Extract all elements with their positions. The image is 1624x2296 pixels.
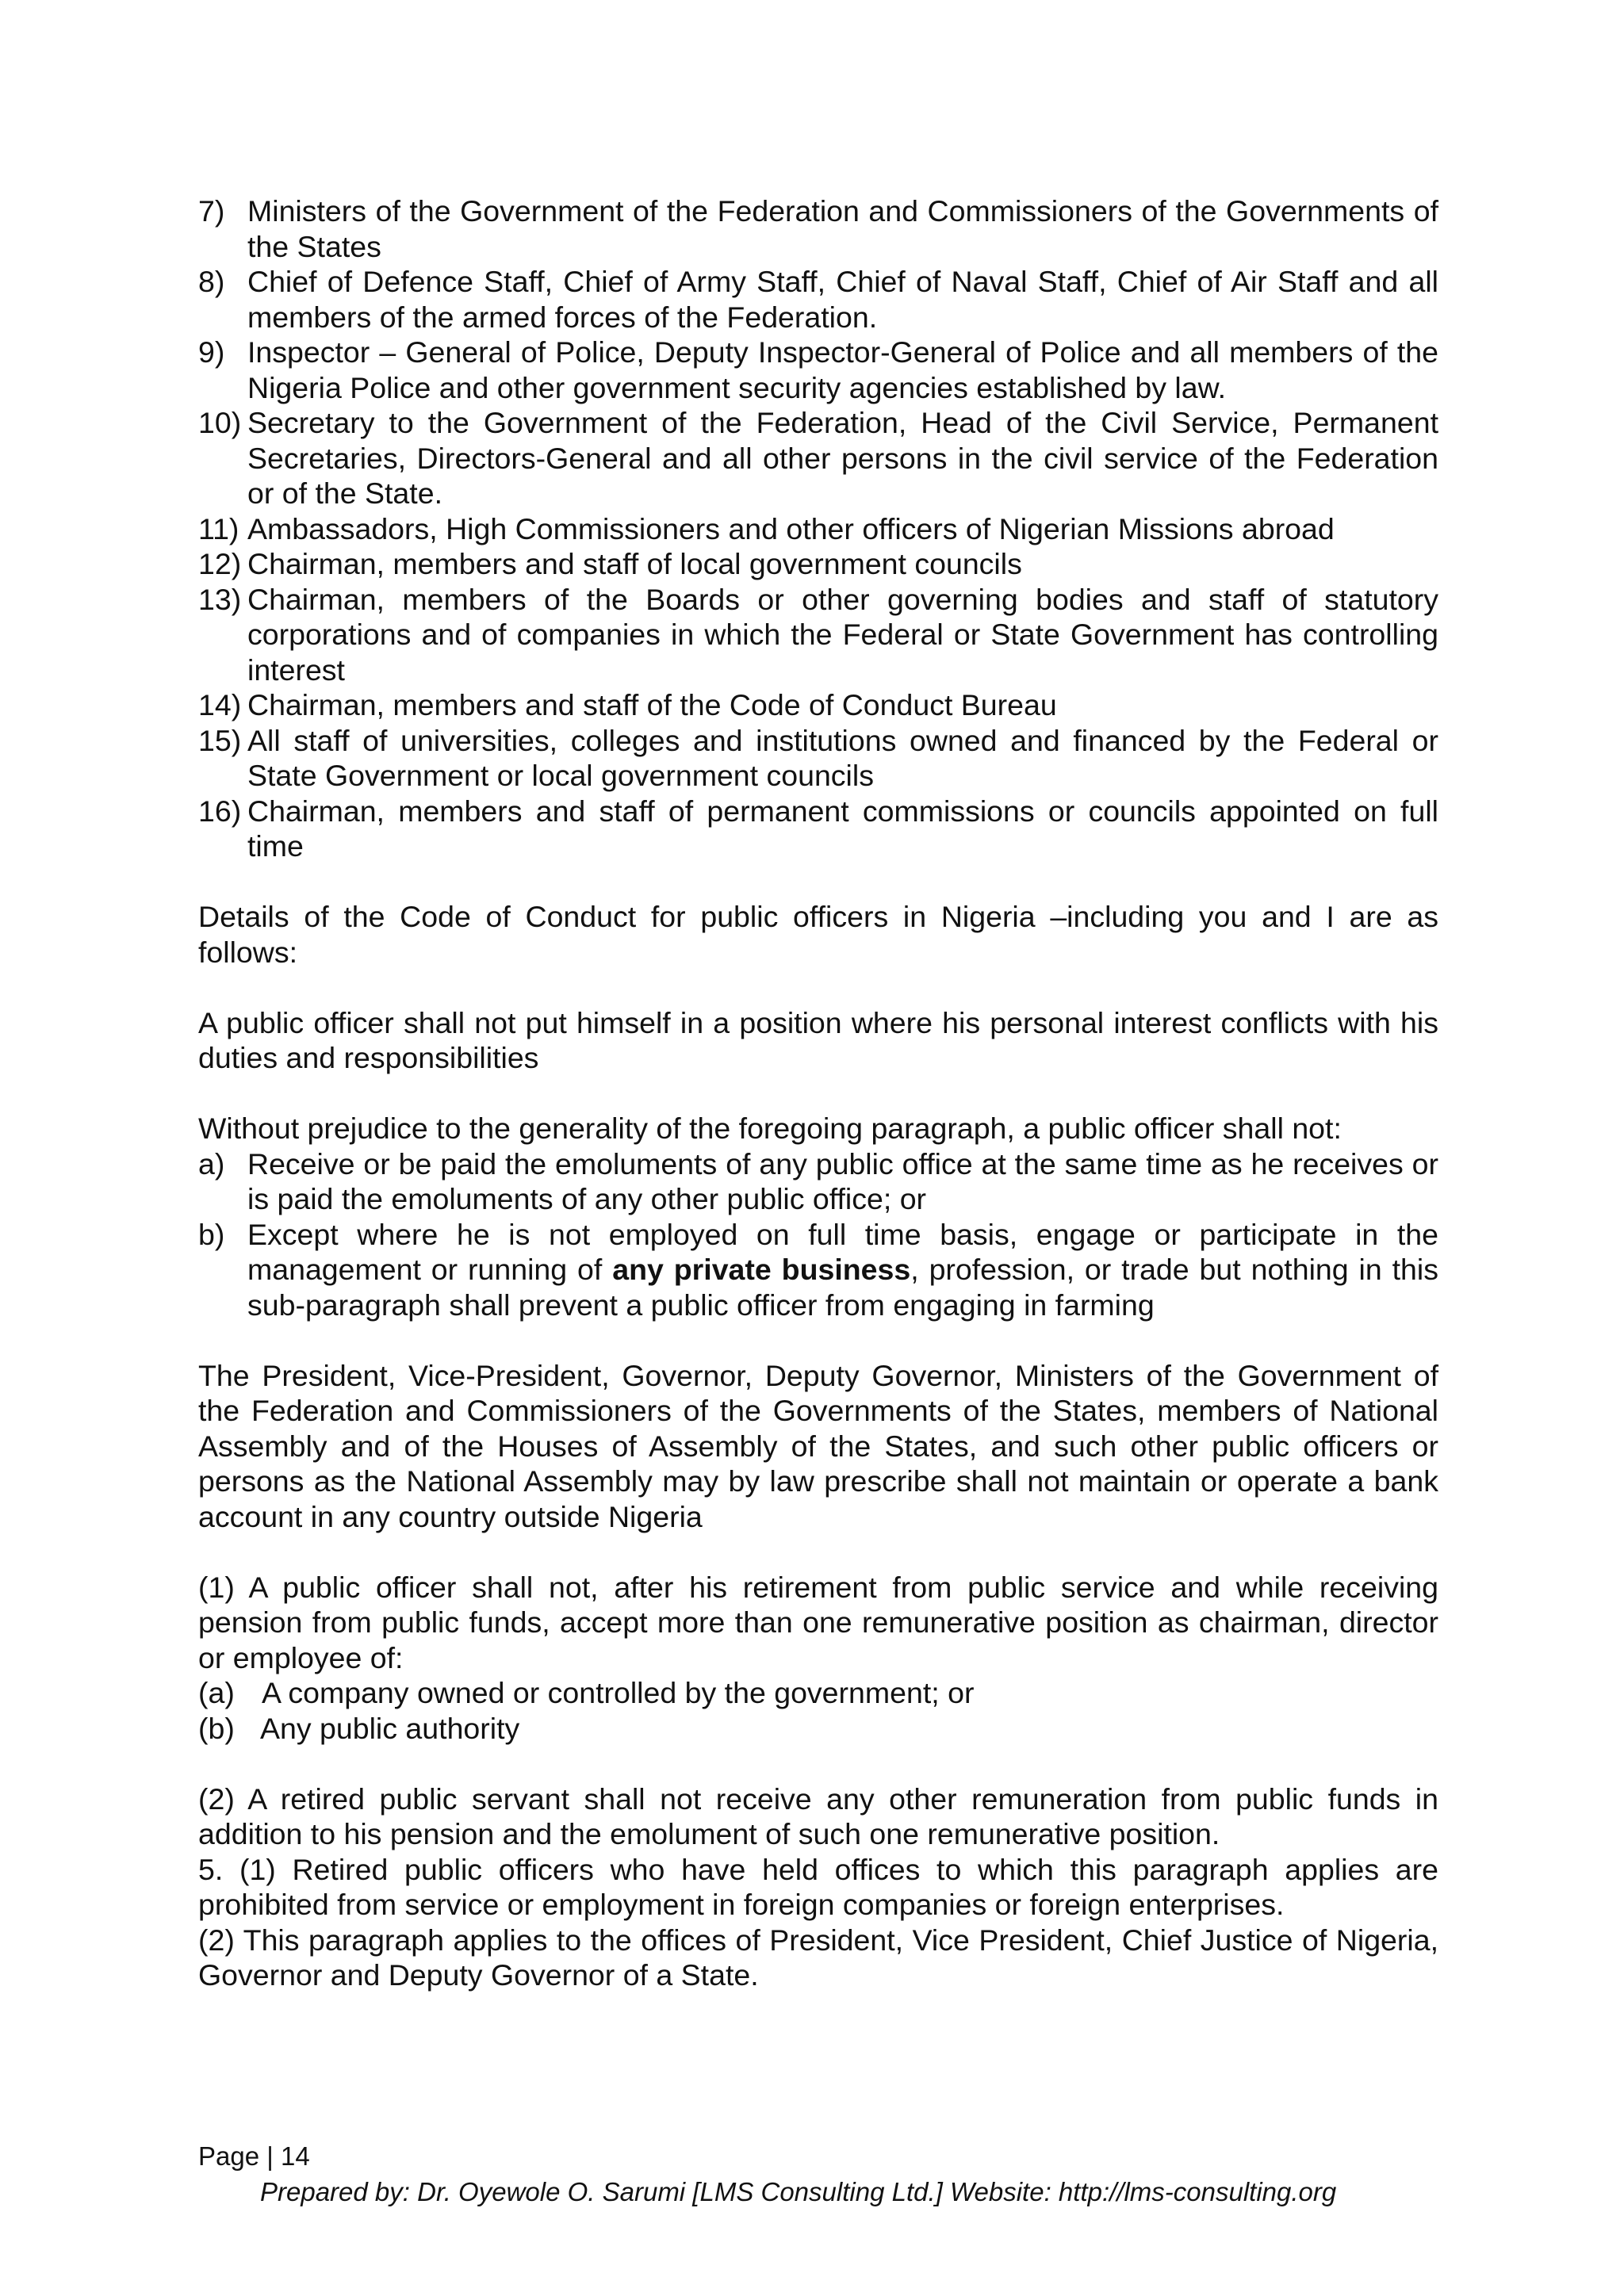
- offices-paragraph: (2) This paragraph applies to the offices of President, Vice President, Chief Justice of Nigeria, Governor and Deputy Governor of a State.: [198, 1923, 1438, 1992]
- list-item: [198, 405, 1438, 511]
- page-content: [198, 193, 1438, 1993]
- list-letter: (b): [198, 1711, 235, 1745]
- list-item: [198, 723, 1438, 794]
- list-number: 13): [198, 582, 242, 616]
- list-item: [198, 335, 1438, 405]
- list-item: [198, 687, 1438, 723]
- list-item: [198, 193, 1438, 264]
- list-text-before: Except where he is not employed on full time basis, engage or participate in the management or running of: [247, 1217, 1438, 1286]
- list-number: 11): [198, 511, 239, 545]
- prejudice-paragraph: Without prejudice to the generality of the foregoing paragraph, a public officer shall not:: [198, 1112, 1342, 1145]
- list-text: Chairman, members and staff of local government councils: [247, 547, 1022, 580]
- list-text: [247, 1217, 1438, 1323]
- list-item: [198, 511, 1438, 547]
- list-number: 14): [198, 688, 242, 721]
- list-number: 7): [198, 194, 225, 228]
- list-text: Receive or be paid the emoluments of any public office at the same time as he receives or is paid the emoluments of any other public office; or: [247, 1146, 1438, 1215]
- prepared-by-footer: Prepared by: Dr. Oyewole O. Sarumi [LMS Consulting Ltd.] Website: http://lms-consulting.org: [260, 2177, 1337, 2206]
- remuneration-paragraph: (2) A retired public servant shall not receive any other remuneration from public funds in addition to his pension and the emolument of such one remunerative position.: [198, 1781, 1438, 1850]
- list-text-after: , profession, or trade but nothing in this sub-paragraph shall prevent a public officer from engaging in farming: [247, 1253, 1438, 1322]
- list-number: 9): [198, 335, 225, 369]
- list-letter: b): [198, 1217, 225, 1251]
- list-text: Ministers of the Government of the Federation and Commissioners of the Governments of the States: [247, 194, 1438, 263]
- list-number: 12): [198, 547, 242, 580]
- list-item: [198, 264, 1438, 335]
- list-item: [198, 794, 1438, 864]
- list-text: Ambassadors, High Commissioners and other officers of Nigerian Missions abroad: [247, 511, 1335, 545]
- list-number: 8): [198, 265, 225, 298]
- list-letter: (a): [198, 1676, 235, 1709]
- list-text: Chairman, members and staff of the Code of Conduct Bureau: [247, 688, 1057, 721]
- list-item: [198, 546, 1438, 582]
- list-item: [198, 1217, 1438, 1323]
- bank-account-paragraph: The President, Vice-President, Governor, Deputy Governor, Ministers of the Government of the Federation and Commissioners of the Governments of the States, members of National Assembly and of the Houses of Assembly of the States, and such other public officers or persons as the National Assembly may by law prescribe shall not maintain or operate a bank account in any country outside Nigeria: [198, 1358, 1438, 1533]
- list-letter: a): [198, 1146, 225, 1181]
- intro-paragraph: Details of the Code of Conduct for public officers in Nigeria –including you and I are as follows:: [198, 900, 1438, 969]
- list-number: 10): [198, 406, 242, 439]
- list-number: 15): [198, 723, 242, 757]
- list-number: 16): [198, 794, 242, 828]
- list-item: [198, 1146, 1438, 1217]
- foreign-employment-paragraph: 5. (1) Retired public officers who have held offices to which this paragraph applies are prohibited from service or employment in foreign companies or foreign enterprises.: [198, 1852, 1438, 1921]
- list-text: Chief of Defence Staff, Chief of Army Staff, Chief of Naval Staff, Chief of Air Staff and all members of the armed forces of the Federation.: [247, 265, 1438, 334]
- retirement-paragraph: (1) A public officer shall not, after his retirement from public service and while receiving pension from public funds, accept more than one remunerative position as chairman, director or employee of:: [198, 1570, 1438, 1674]
- list-item: [198, 1675, 1438, 1711]
- emphasis-text: any private business: [612, 1253, 911, 1286]
- list-text: Secretary to the Government of the Federation, Head of the Civil Service, Permanent Secretaries, Directors-General and all other persons in the civil service of the Federation or of the State.: [247, 406, 1438, 510]
- list-text: Chairman, members and staff of permanent commissions or councils appointed on full time: [247, 794, 1438, 863]
- conflict-paragraph: A public officer shall not put himself in a position where his personal interest conflicts with his duties and responsibilities: [198, 1005, 1438, 1074]
- officers-list: [198, 193, 1438, 864]
- list-text: A company owned or controlled by the government; or: [262, 1676, 975, 1709]
- page-number: Page | 14: [198, 2141, 310, 2171]
- list-text: All staff of universities, colleges and institutions owned and financed by the Federal or State Government or local government councils: [247, 723, 1438, 792]
- list-text: Inspector – General of Police, Deputy Inspector-General of Police and all members of the Nigeria Police and other government security agencies established by law.: [247, 335, 1438, 404]
- list-text: Chairman, members of the Boards or other governing bodies and staff of statutory corporations and of companies in which the Federal or State Government has controlling interest: [247, 582, 1438, 687]
- list-item: [198, 582, 1438, 688]
- list-item: [198, 1711, 1438, 1747]
- list-text: Any public authority: [260, 1711, 520, 1745]
